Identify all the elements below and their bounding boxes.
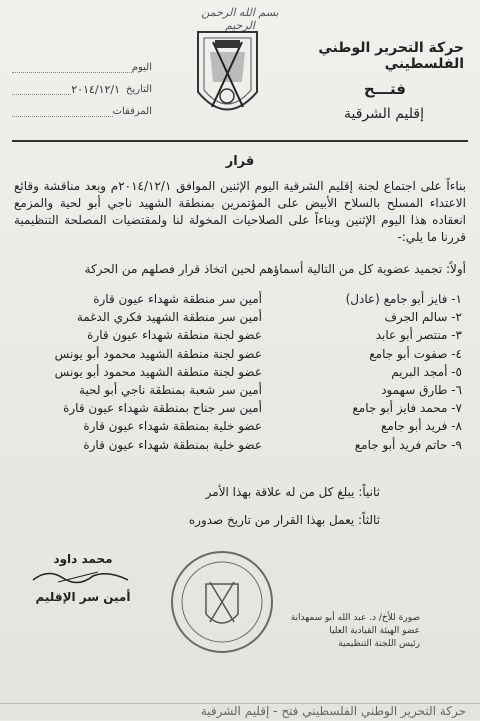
member-row bbox=[20, 363, 462, 381]
day-label: اليوم bbox=[131, 61, 152, 73]
member-row bbox=[20, 381, 462, 399]
date-line bbox=[12, 84, 71, 95]
member-name: ٨- فريد أبو جامع bbox=[381, 419, 462, 434]
org-short-name: فتـــح bbox=[363, 80, 406, 98]
copy-to-recipient: صورة للأخ/ د. عبد الله أبو سمهدانة bbox=[290, 613, 420, 623]
member-row bbox=[20, 308, 462, 326]
member-role: أمين سر منطقة شهداء عيون قارة bbox=[93, 292, 262, 307]
attachments-label: المرفقات bbox=[112, 105, 152, 117]
signature-block bbox=[28, 552, 138, 604]
signatory-title: أمين سر الإقليم bbox=[35, 590, 131, 604]
member-role: عضو لجنة منطقة الشهيد محمود أبو يونس bbox=[54, 364, 262, 379]
member-name: ٩- حاتم فريد أبو جامع bbox=[354, 437, 462, 452]
fatah-emblem-icon bbox=[190, 22, 265, 132]
org-region: إقليم الشرقية bbox=[343, 106, 424, 122]
org-name: حركة التحرير الوطني الفلسطيني bbox=[318, 40, 464, 72]
basmala: بسم الله الرحمن الرحيم bbox=[201, 6, 279, 32]
members-list bbox=[20, 290, 462, 454]
handwritten-signature-icon bbox=[28, 566, 138, 586]
attachments-line bbox=[12, 106, 113, 117]
member-row bbox=[20, 326, 462, 344]
member-role: أمين سر منطقة الشهيد فكري الدغمة bbox=[76, 310, 262, 325]
third-clause: ثالثاً: يعمل بهذا القرار من تاريخ صدوره bbox=[188, 513, 380, 527]
member-name: ٧- محمد فايز أبو جامع bbox=[352, 401, 462, 416]
copy-to-block bbox=[250, 612, 420, 651]
organization-header bbox=[289, 40, 464, 122]
member-role: أمين سر جناح بمنطقة شهداء عيون قارة bbox=[63, 401, 262, 416]
member-row bbox=[20, 417, 462, 435]
copy-to-role: عضو الهيئة القيادية العليا bbox=[329, 626, 420, 636]
member-name: ١- فايز أبو جامع (عادل) bbox=[345, 292, 462, 307]
member-role: عضو خلية بمنطقة شهداء عيون قارة bbox=[83, 437, 262, 452]
day-field bbox=[12, 56, 152, 78]
member-role: عضو خلية بمنطقة شهداء عيون قارة bbox=[83, 419, 262, 434]
member-row bbox=[20, 436, 462, 454]
intro-paragraph: بناءاً على اجتماع لجنة إقليم الشرقية اليوم الإثنين الموافق ٢٠١٤/١٢/١م وبعد مناقشة وقائع الاعتداء المسلح بالسلاح الأبيض على المؤتمرين بمنطقة الشهيد ناجي أبو لحية والمزمع انعقاده هذا اليوم الإثنين وبناءاً على الصلاحيات المخولة لنا ولمقتضيات المصلحة التنظيمية قررنا ما يلي:- bbox=[14, 179, 466, 244]
member-name: ٦- طارق سهمود bbox=[381, 383, 462, 398]
signatory-name: محمد داود bbox=[53, 552, 113, 566]
copy-to-committee: رئيس اللجنة التنظيمية bbox=[338, 639, 420, 649]
header-fields bbox=[12, 56, 152, 122]
member-name: ٤- صفوت أبو جامع bbox=[369, 346, 462, 361]
document-title: قرار bbox=[225, 154, 255, 169]
member-name: ٢- سالم الجرف bbox=[384, 310, 462, 325]
date-label: التاريخ bbox=[126, 83, 152, 95]
date-field bbox=[12, 78, 152, 100]
member-name: ٣- منتصر أبو عابد bbox=[375, 328, 462, 343]
page-footer: حركة التحرير الوطني الفلسطيني فتح - إقليم الشرقية bbox=[0, 703, 480, 721]
attachments-field bbox=[12, 100, 152, 122]
day-line bbox=[12, 62, 132, 73]
header-divider bbox=[12, 140, 468, 142]
member-name: ٥- أمجد البريم bbox=[391, 364, 462, 379]
second-clause: ثانياً: يبلغ كل من له علاقة بهذا الأمر bbox=[205, 485, 380, 499]
date-value: ٢٠١٤/١٢/١ bbox=[71, 82, 121, 96]
member-row bbox=[20, 399, 462, 417]
member-role: عضو لجنة منطقة الشهيد محمود أبو يونس bbox=[54, 346, 262, 361]
member-row bbox=[20, 345, 462, 363]
member-row bbox=[20, 290, 462, 308]
member-role: أمين سر شعبة بمنطقة ناجي أبو لحية bbox=[79, 383, 262, 398]
first-clause: أولاً: تجميد عضوية كل من التالية أسماؤهم لحين اتخاذ قرار فصلهم من الحركة bbox=[84, 262, 466, 276]
member-role: عضو لجنة منطقة شهداء عيون قارة bbox=[87, 328, 262, 343]
